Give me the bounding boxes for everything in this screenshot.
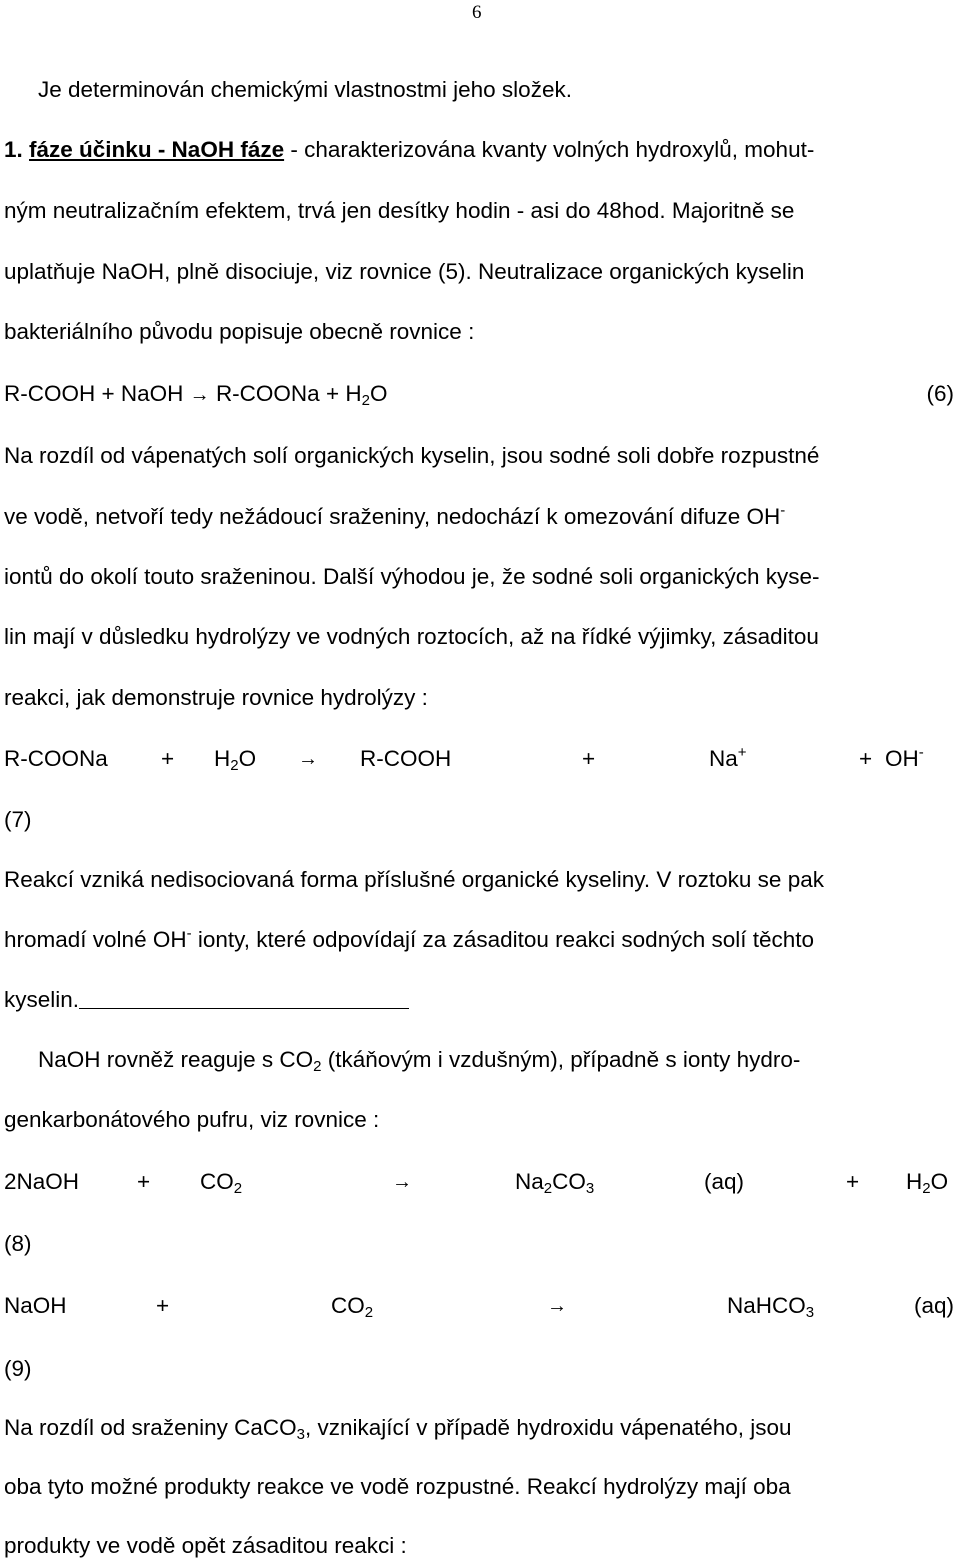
phase1-number: 1. xyxy=(4,137,23,162)
eq9-number: (9) xyxy=(4,1356,32,1381)
para2-line-2: ve vodě, netvoří tedy nežádoucí sraženiny, nedochází k omezování difuze OH- xyxy=(4,502,786,529)
phase1-heading: fáze účinku - NaOH fáze xyxy=(29,137,285,162)
para3-line-1: Reakcí vzniká nedisociovaná forma příslušné organické kyseliny. V roztoku se pak xyxy=(4,867,824,892)
equation-7: R-COONa + $H_2O$ → R-COOH + Na+ + OH- xyxy=(4,744,924,774)
para2-line-4: lin mají v důsledku hydrolýzy ve vodných roztocích, až na řídké výjimky, zásaditou xyxy=(4,624,819,649)
arrow-icon: → xyxy=(298,748,318,770)
phase1-line-2: ným neutralizačním efektem, trvá jen desítky hodin - asi do 48hod. Majoritně se xyxy=(4,198,795,223)
para4-line-2: genkarbonátového pufru, viz rovnice : xyxy=(4,1107,380,1132)
phase1-line-4: bakteriálního původu popisuje obecně rovnice : xyxy=(4,319,475,344)
arrow-icon: → xyxy=(547,1295,567,1317)
para3-line-3: kyselin. xyxy=(4,986,954,1014)
eq6-number: (6) xyxy=(926,381,954,406)
para4-line-1: NaOH rovněž reaguje s $CO_2$ (tkáňovým i vzdušným), případně s ionty hydro- xyxy=(38,1047,801,1075)
intro-sentence: Je determinován chemickými vlastnostmi jeho složek. xyxy=(38,77,572,102)
eq7-number: (7) xyxy=(4,807,32,832)
phase1-line-3: uplatňuje NaOH, plně disociuje, viz rovnice (5). Neutralizace organických kyselin xyxy=(4,259,805,284)
arrow-icon: → xyxy=(392,1171,412,1193)
para5-line-3: produkty ve vodě opět zásaditou reakci : xyxy=(4,1533,407,1558)
equation-8: 2NaOH + $CO_2$ → $Na_2CO_3$ (aq) + $H_2O$ xyxy=(4,1169,949,1197)
phase1-line-1-text: - charakterizována kvanty volných hydroxylů, mohut- xyxy=(284,137,815,162)
para3-line-2: hromadí volné OH- ionty, které odpovídají za zásaditou reakci sodných solí těchto xyxy=(4,925,815,952)
underline-rule xyxy=(79,990,409,1009)
eq6-lhs: R-COOH + NaOH xyxy=(4,381,184,406)
para2-line-3: iontů do okolí touto sraženinou. Další výhodou je, že sodné soli organických kyse- xyxy=(4,564,820,589)
arrow-icon: → xyxy=(189,384,210,406)
equation-9: NaOH + $CO_2$ → NaHCO$_3$ (aq) xyxy=(4,1293,954,1321)
eq6-rhs: R-COONa + $H_2O$ xyxy=(215,381,388,409)
para2-line-1: Na rozdíl od vápenatých solí organických kyselin, jsou sodné soli dobře rozpustné xyxy=(4,443,820,468)
para5-line-1: Na rozdíl od sraženiny CaCO$_3$, vznikající v případě hydroxidu vápenatého, jsou xyxy=(4,1415,792,1443)
page-number: 6 xyxy=(472,2,482,23)
phase1-line-1 xyxy=(4,136,954,164)
para2-line-5: reakci, jak demonstruje rovnice hydrolýzy : xyxy=(4,685,428,710)
eq8-number: (8) xyxy=(4,1231,32,1256)
para5-line-2: oba tyto možné produkty reakce ve vodě rozpustné. Reakcí hydrolýzy mají oba xyxy=(4,1474,791,1499)
